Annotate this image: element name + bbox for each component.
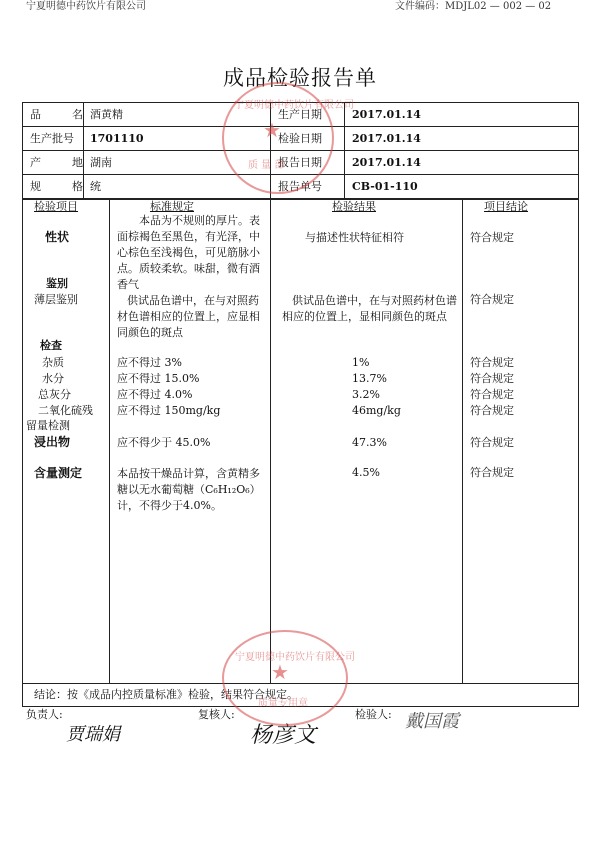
moisture-item: 水分 [42,372,64,385]
total-ash-conclusion: 符合规定 [470,388,514,401]
production-date: 2017.01.14 [352,108,421,121]
report-date: 2017.01.14 [352,156,421,169]
report-date-label: 报告日期 [278,156,322,169]
impurity-standard: 应不得过 3% [117,356,182,369]
spec: 统 [90,180,101,193]
so2-result: 46mg/kg [352,404,401,417]
moisture-result: 13.7% [352,372,387,385]
responsible-signature: 贾瑞娟 [66,724,120,745]
tlc-conclusion: 符合规定 [470,293,514,306]
batch-number-label: 生产批号 [30,132,74,145]
report-number: CB-01-110 [352,180,418,193]
test-date: 2017.01.14 [352,132,421,145]
spec-label: 规 格 [30,180,93,193]
extract-item: 浸出物 [34,435,71,449]
header-item: 检验项目 [34,200,78,213]
so2-standard: 应不得过 150mg/kg [117,404,221,417]
moisture-conclusion: 符合规定 [470,372,514,385]
impurity-conclusion: 符合规定 [470,356,514,369]
responsible-label: 负责人: [26,708,63,721]
report-number-label: 报告单号 [278,180,322,193]
assay-result: 4.5% [352,466,380,479]
final-conclusion: 结论：按《成品内控质量标准》检验，结果符合规定。 [34,688,298,701]
identification-section: 鉴别 [46,277,68,290]
tlc-result: 供试品色谱中，在与对照药材色谱相应的位置上，显相同颜色的斑点 [282,294,457,323]
seal-star-icon: ★ [271,660,289,684]
stamp-top-arc-text: 宁夏明德中药饮片有限公司 [234,100,354,111]
test-date-label: 检验日期 [278,132,322,145]
inspection-section: 检查 [40,339,62,352]
impurity-item: 杂质 [42,356,64,369]
product-name-label: 品 名 [30,108,93,121]
assay-standard: 本品按干燥品计算，含黄精多糖以无水葡萄糖（C₆H₁₂O₆）计，不得少于4.0%。 [117,467,261,512]
header-result: 检验结果 [332,200,376,213]
product-name: 酒黄精 [90,108,123,121]
page-title: 成品检验报告单 [223,66,377,90]
company-name: 宁夏明德中药饮片有限公司 [26,1,146,12]
traits-conclusion: 符合规定 [470,231,514,244]
seal-arc-text: 宁夏明德中药饮片有限公司 [235,652,355,663]
header-standard: 标准规定 [150,200,194,213]
production-date-label: 生产日期 [278,108,322,121]
reviewer-label: 复核人: [198,708,235,721]
total-ash-standard: 应不得过 4.0% [117,388,193,401]
traits-result: 与描述性状特征相符 [305,231,404,244]
extract-result: 47.3% [352,436,387,449]
origin: 湖南 [90,156,112,169]
stamp-top-bottom-text: 质 量 部 [248,160,285,171]
inspector-signature: 戴国霞 [405,711,459,732]
impurity-result: 1% [352,356,370,369]
seal-bottom-text: 质量专用章 [258,698,308,709]
stamp-star-icon: ★ [263,118,281,142]
header-conclusion: 项目结论 [484,200,528,213]
assay-item: 含量测定 [34,466,83,480]
traits-standard: 本品为不规则的厚片。表面棕褐色至黑色，有光泽，中心棕色至浅褐色，可见筋脉小点。质较柔软。味甜，微有酒香气 [117,214,260,291]
tlc-standard: 供试品色谱中，在与对照药材色谱相应的位置上，应显相同颜色的斑点 [117,294,260,339]
batch-number: 1701110 [90,132,144,145]
so2-item-continued: 留量检测 [26,419,70,432]
origin-label: 产 地 [30,156,93,169]
extract-conclusion: 符合规定 [470,436,514,449]
assay-conclusion: 符合规定 [470,466,514,479]
tlc-item: 薄层鉴别 [34,293,78,306]
inspector-label: 检验人: [355,708,392,721]
document-code: 文件编码：MDJL02 — 002 — 02 [395,1,552,12]
so2-conclusion: 符合规定 [470,404,514,417]
total-ash-result: 3.2% [352,388,380,401]
traits-item: 性状 [45,230,70,244]
extract-standard: 应不得少于 45.0% [117,436,211,449]
so2-item: 二氧化硫残 [38,404,93,417]
total-ash-item: 总灰分 [38,388,71,401]
reviewer-signature: 杨彦文 [250,723,317,748]
moisture-standard: 应不得过 15.0% [117,372,200,385]
